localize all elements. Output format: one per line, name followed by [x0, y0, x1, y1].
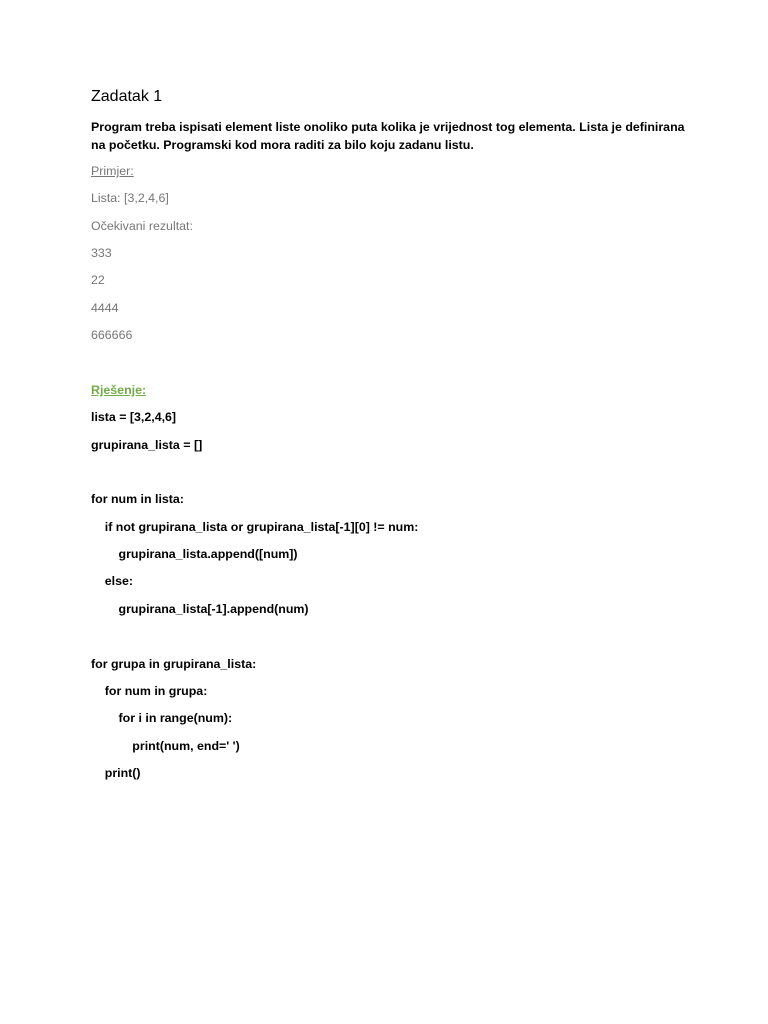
code-line: for grupa in grupirana_lista: — [91, 657, 257, 671]
code-line: grupirana_lista[-1].append(num) — [91, 602, 309, 616]
expected-output-line: 22 — [91, 273, 105, 287]
code-line: grupirana_lista = [] — [91, 438, 203, 452]
task-line: na početku. Programski kod mora raditi za bilo koju zadanu listu. — [91, 138, 474, 152]
example-list-line: Lista: [3,2,4,6] — [91, 191, 169, 205]
expected-output-line: 333 — [91, 246, 112, 260]
solution-heading: Rješenje: — [91, 383, 147, 397]
code-line: if not grupirana_lista or grupirana_lista[-1][0] != num: — [91, 520, 419, 534]
task-description — [91, 118, 691, 154]
code-line: else: — [91, 574, 134, 588]
expected-output-line: 4444 — [91, 301, 119, 315]
document-title: Zadatak 1 — [91, 88, 163, 105]
code-line: grupirana_lista.append([num]) — [91, 547, 298, 561]
expected-output-line: 666666 — [91, 328, 133, 342]
task-line: Program treba ispisati element liste onoliko puta kolika je vrijednost tog elementa. Lista je definirana — [91, 120, 685, 134]
code-line: for num in lista: — [91, 492, 184, 506]
expected-result-label: Očekivani rezultat: — [91, 219, 193, 233]
example-heading: Primjer: — [91, 164, 134, 178]
code-line: print(num, end=' ') — [91, 739, 240, 753]
code-line: lista = [3,2,4,6] — [91, 410, 177, 424]
code-line: for num in grupa: — [91, 684, 208, 698]
code-line: for i in range(num): — [91, 711, 233, 725]
code-line: print() — [91, 766, 141, 780]
